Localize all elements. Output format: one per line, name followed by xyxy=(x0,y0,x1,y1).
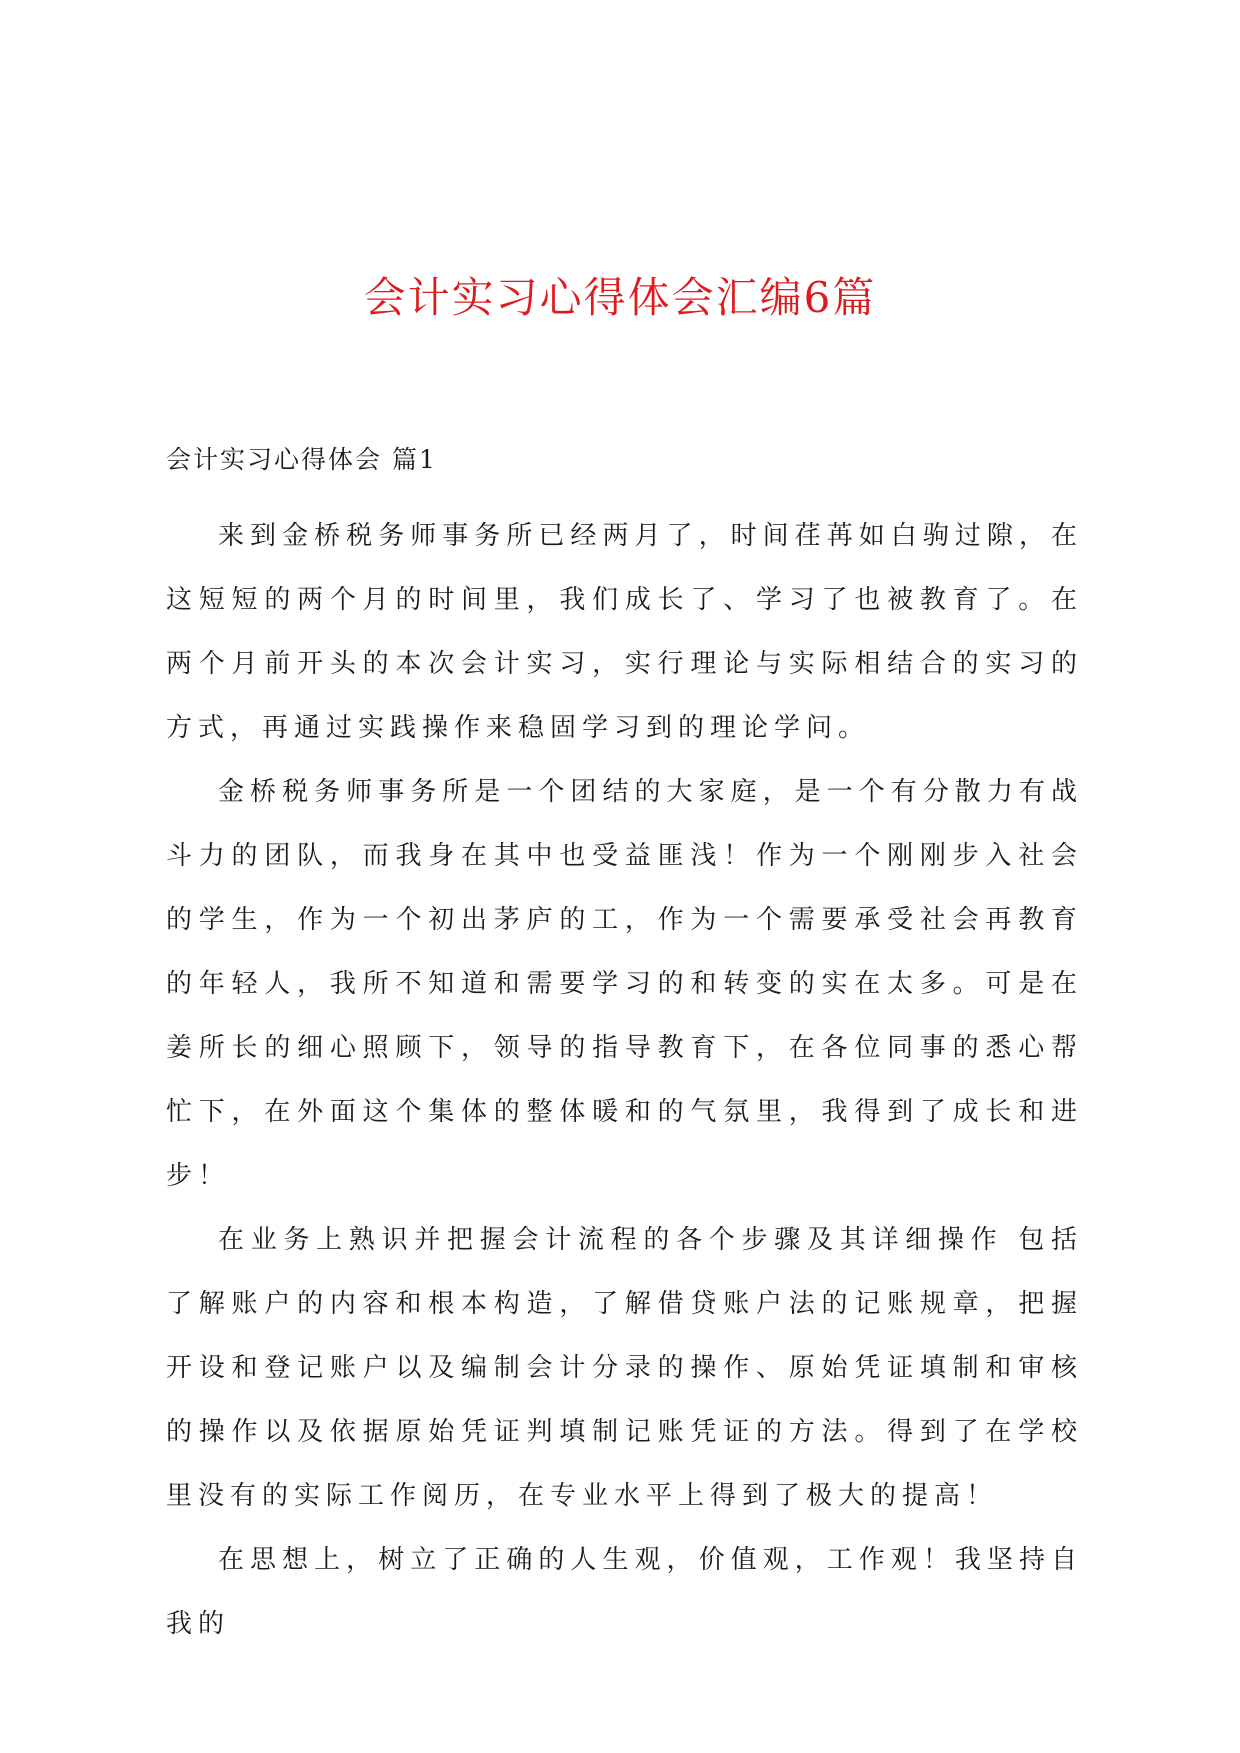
section-heading: 会计实习心得体会 篇1 xyxy=(166,445,437,474)
paragraph-3: 在业务上熟识并把握会计流程的各个步骤及其详细操作 包括了解账户的内容和根本构造，了解借贷账户法的记账规章，把握开设和登记账户以及编制会计分录的操作、原始凭证填制和审核的操作以及依据原始凭证判填制记账凭证的方法。得到了在学校里没有的实际工作阅历，在专业水平上得到了极大的提高！ xyxy=(166,1225,1083,1511)
paragraph-1: 来到金桥税务师事务所已经两月了，时间荏苒如白驹过隙，在这短短的两个月的时间里，我们成长了、学习了也被教育了。在两个月前开头的本次会计实习，实行理论与实际相结合的实习的方式，再通过实践操作来稳固学习到的理论学问。 xyxy=(166,521,1083,743)
document-title: 会计实习心得体会汇编6篇 xyxy=(363,273,877,322)
document-body xyxy=(166,440,1083,1656)
paragraph-4: 在思想上，树立了正确的人生观，价值观，工作观！我坚持自我的 xyxy=(166,1545,1083,1639)
paragraph-2: 金桥税务师事务所是一个团结的大家庭，是一个有分散力有战斗力的团队，而我身在其中也受益匪浅！作为一个刚刚步入社会的学生，作为一个初出茅庐的工，作为一个需要承受社会再教育的年轻人，我所不知道和需要学习的和转变的实在太多。可是在姜所长的细心照顾下，领导的指导教育下，在各位同事的悉心帮忙下，在外面这个集体的整体暖和的气氛里，我得到了成长和进步！ xyxy=(166,777,1083,1191)
